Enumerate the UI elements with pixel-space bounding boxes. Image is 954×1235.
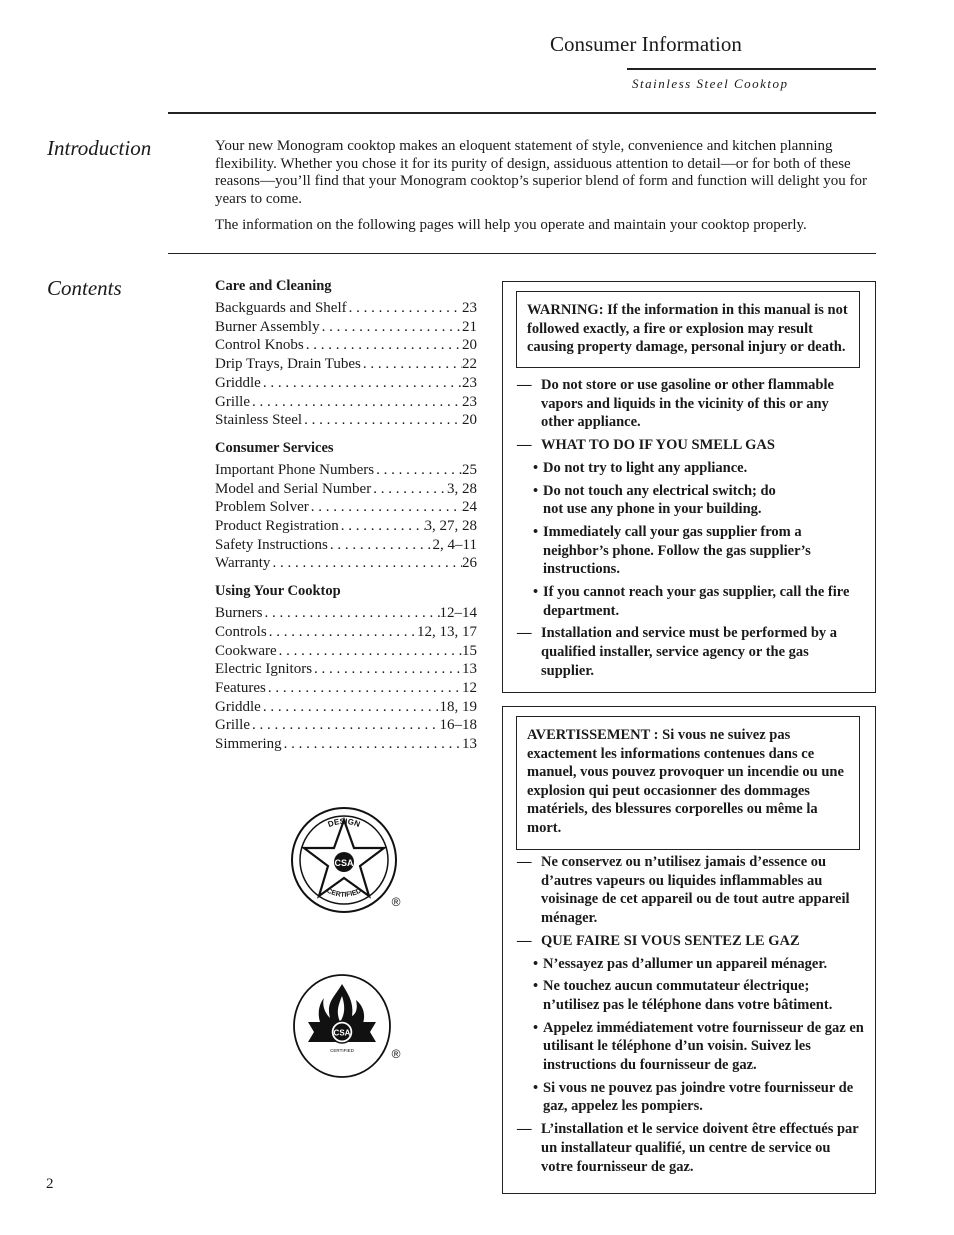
toc-entry-page: 22 bbox=[462, 356, 477, 373]
toc-entry-label: Drip Trays, Drain Tubes bbox=[215, 356, 361, 373]
warning-item: — L’installation et le service doivent être effectués par un installateur qualifié, un centre de service ou votre fournisseur de gaz. bbox=[517, 1121, 859, 1175]
toc-leader-dots bbox=[263, 604, 440, 623]
toc-entry-label: Features bbox=[215, 679, 266, 696]
toc-entry-label: Safety Instructions bbox=[215, 536, 328, 553]
toc-group bbox=[215, 582, 477, 754]
toc-leader-dots bbox=[302, 411, 462, 430]
toc-entry-page: 20 bbox=[462, 412, 477, 429]
toc-entry-page: 12 bbox=[462, 679, 477, 696]
toc-entry bbox=[215, 480, 477, 499]
toc-entry bbox=[215, 355, 477, 374]
toc-leader-dots bbox=[250, 716, 440, 735]
flame-seal-bottom-text: CERTIFIED bbox=[330, 1048, 354, 1053]
toc-entry-page: 13 bbox=[462, 736, 477, 753]
toc-entry-page: 15 bbox=[462, 642, 477, 659]
toc-entry-label: Controls bbox=[215, 623, 267, 640]
toc-entry bbox=[215, 336, 477, 355]
toc-entry bbox=[215, 698, 477, 717]
toc-entry-label: Burner Assembly bbox=[215, 318, 320, 335]
toc-entry-label: Griddle bbox=[215, 374, 261, 391]
toc-entry-label: Simmering bbox=[215, 736, 282, 753]
toc-entry-page: 24 bbox=[462, 499, 477, 516]
toc-entry bbox=[215, 642, 477, 661]
seal-bottom-text: CERTIFIED bbox=[325, 887, 363, 899]
warning-bullet: • Appelez immédiatement votre fournisseur de gaz en utilisant le téléphone d’un voisin. Suivez les instructions du fournisseur de gaz. bbox=[533, 1019, 864, 1074]
toc-entry-label: Burners bbox=[215, 605, 263, 622]
warning-bullet: • Do not touch any electrical switch; do not use any phone in your building. bbox=[533, 482, 776, 518]
seal-top-text: DESIGN bbox=[326, 816, 362, 829]
warning-item: — WHAT TO DO IF YOU SMELL GAS bbox=[517, 437, 775, 454]
warning-bullet: • N’essayez pas d’allumer un appareil ménager. bbox=[533, 955, 828, 972]
toc-entry bbox=[215, 735, 477, 754]
toc-entry-label: Electric Ignitors bbox=[215, 661, 313, 678]
toc-leader-dots bbox=[261, 374, 462, 393]
introduction-paragraph: Your new Monogram cooktop makes an eloquent statement of style, convenience and kitchen planning flexibility. Whether you chose it for its purity of design, assiduous attention to detail—or for both of these reasons—you’ll find that your Monogram cooktop’s superior blend of form and function will delight you for years to come. bbox=[215, 138, 867, 207]
toc-leader-dots bbox=[282, 735, 462, 754]
warning-bullet: • Ne touchez aucun commutateur électrique; n’utilisez pas le téléphone dans votre bâtiment. bbox=[533, 978, 833, 1013]
toc-entry bbox=[215, 554, 477, 573]
toc-leader-dots bbox=[250, 393, 462, 412]
header-subtitle: Stainless Steel Cooktop bbox=[632, 76, 789, 91]
toc-leader-dots bbox=[347, 299, 462, 318]
toc-entry-label: Control Knobs bbox=[215, 337, 304, 354]
toc-entry-label: Product Registration bbox=[215, 518, 339, 535]
toc-entry-page: 20 bbox=[462, 337, 477, 354]
toc-entry-label: Stainless Steel bbox=[215, 412, 303, 429]
toc-entry-label: Problem Solver bbox=[215, 499, 309, 516]
toc-leader-dots bbox=[261, 698, 440, 717]
toc-entry-label: Important Phone Numbers bbox=[215, 461, 375, 478]
toc-entry-label: Backguards and Shelf bbox=[215, 300, 347, 316]
contents-title: Contents bbox=[47, 276, 122, 300]
toc-entry-page: 3, 27, 28 bbox=[424, 518, 477, 535]
toc-leader-dots bbox=[266, 679, 462, 698]
toc-entry bbox=[215, 498, 477, 517]
toc-entry-label: Grille bbox=[215, 717, 250, 734]
registered-mark: ® bbox=[391, 1047, 401, 1061]
warning-panel-french bbox=[502, 706, 876, 1194]
toc-entry bbox=[215, 679, 477, 698]
seal-center-text: CSA bbox=[334, 858, 354, 868]
warning-list-french bbox=[517, 853, 865, 1180]
section-divider-contents bbox=[168, 253, 876, 254]
toc-entry bbox=[215, 536, 477, 555]
warning-item: — Installation and service must be performed by a qualified installer, service agency or the gas supplier. bbox=[517, 625, 838, 679]
warning-item: — Ne conservez ou n’utilisez jamais d’essence ou d’autres vapeurs ou liquides inflammables au voisinage de cet appareil ou de tout autre appareil ménager. bbox=[517, 854, 850, 927]
warning-bullet: • Immediately call your gas supplier from a neighbor’s phone. Follow the gas supplier’s instructions. bbox=[533, 523, 811, 578]
toc-leader-dots bbox=[339, 517, 425, 536]
toc-entry-page: 23 bbox=[462, 300, 477, 316]
toc-leader-dots bbox=[267, 623, 417, 642]
toc-group bbox=[215, 277, 477, 430]
toc-leader-dots bbox=[374, 461, 462, 480]
toc-entry bbox=[215, 623, 477, 642]
toc-entry bbox=[215, 716, 477, 735]
toc-leader-dots bbox=[312, 660, 462, 679]
page-number: 2 bbox=[46, 1176, 54, 1192]
toc-entry-page: 23 bbox=[462, 374, 477, 391]
toc-group-heading: Care and Cleaning bbox=[215, 278, 332, 294]
toc-leader-dots bbox=[320, 318, 462, 337]
toc-leader-dots bbox=[371, 480, 447, 499]
toc-entry-page: 2, 4–11 bbox=[432, 536, 477, 553]
header-title: Consumer Information bbox=[550, 32, 742, 56]
toc-entry-page: 23 bbox=[462, 393, 477, 410]
toc-entry-page: 16–18 bbox=[439, 717, 477, 734]
warning-box-french: AVERTISSEMENT : Si vous ne suivez pas exactement les informations contenues dans ce manuel, vous pouvez provoquer un incendie ou une explosion qui peut occasionner des dommages matériels, des blessures corporelles ou même la mort. bbox=[516, 716, 860, 850]
registered-mark: ® bbox=[391, 895, 401, 909]
svg-text:CERTIFIED bbox=[325, 887, 362, 898]
toc-entry-page: 13 bbox=[462, 661, 477, 678]
toc-group-heading: Using Your Cooktop bbox=[215, 583, 341, 600]
flame-seal-center-text: CSA bbox=[333, 1028, 351, 1038]
header-rule bbox=[627, 68, 876, 70]
toc-entry bbox=[215, 411, 477, 430]
warning-list-english bbox=[517, 376, 865, 685]
toc-entry bbox=[215, 299, 477, 318]
warning-item: — Do not store or use gasoline or other flammable vapors and liquids in the vicinity of this or any other appliance. bbox=[517, 377, 834, 431]
toc-entry-page: 18, 19 bbox=[439, 698, 477, 715]
toc-entry-label: Griddle bbox=[215, 698, 261, 715]
warning-item: — QUE FAIRE SI VOUS SENTEZ LE GAZ bbox=[517, 932, 800, 949]
toc-entry-label: Model and Serial Number bbox=[215, 480, 372, 497]
toc-entry bbox=[215, 318, 477, 337]
introduction-paragraph: The information on the following pages will help you operate and maintain your cooktop properly. bbox=[215, 217, 807, 233]
toc-leader-dots bbox=[304, 336, 462, 355]
toc-entry bbox=[215, 604, 477, 623]
warning-bullet: • If you cannot reach your gas supplier, call the fire department. bbox=[533, 584, 850, 619]
toc-entry-page: 3, 28 bbox=[447, 480, 477, 497]
toc-leader-dots bbox=[328, 536, 433, 555]
introduction-title: Introduction bbox=[47, 136, 152, 160]
table-of-contents bbox=[215, 277, 477, 763]
warning-bullet: • Do not try to light any appliance. bbox=[533, 459, 748, 476]
toc-entry-page: 12, 13, 17 bbox=[417, 623, 477, 640]
toc-leader-dots bbox=[309, 498, 462, 517]
toc-leader-dots bbox=[270, 554, 462, 573]
toc-entry-label: Cookware bbox=[215, 642, 277, 659]
toc-entry-page: 26 bbox=[462, 555, 477, 572]
toc-entry-label: Grille bbox=[215, 393, 250, 410]
toc-entry bbox=[215, 517, 477, 536]
toc-entry-label: Warranty bbox=[215, 555, 271, 572]
warning-box-english: WARNING: If the information in this manual is not followed exactly, a fire or explosion may result causing property damage, personal injury or death. bbox=[516, 291, 860, 368]
toc-entry bbox=[215, 660, 477, 679]
design-certified-seal-icon bbox=[286, 806, 402, 914]
section-divider-top bbox=[168, 112, 876, 114]
toc-entry-page: 25 bbox=[462, 461, 477, 478]
warning-panel-english bbox=[502, 281, 876, 693]
introduction-text bbox=[215, 138, 875, 244]
toc-entry bbox=[215, 374, 477, 393]
toc-entry-page: 12–14 bbox=[439, 605, 477, 622]
toc-entry-page: 21 bbox=[462, 318, 477, 335]
toc-entry bbox=[215, 461, 477, 480]
toc-group-heading: Consumer Services bbox=[215, 439, 334, 456]
toc-group bbox=[215, 439, 477, 573]
warning-bullet: • Si vous ne pouvez pas joindre votre fournisseur de gaz, appelez les pompiers. bbox=[533, 1079, 854, 1115]
toc-leader-dots bbox=[361, 355, 462, 374]
toc-entry bbox=[215, 393, 477, 412]
toc-leader-dots bbox=[277, 642, 462, 661]
csa-flame-seal-icon bbox=[290, 972, 406, 1080]
